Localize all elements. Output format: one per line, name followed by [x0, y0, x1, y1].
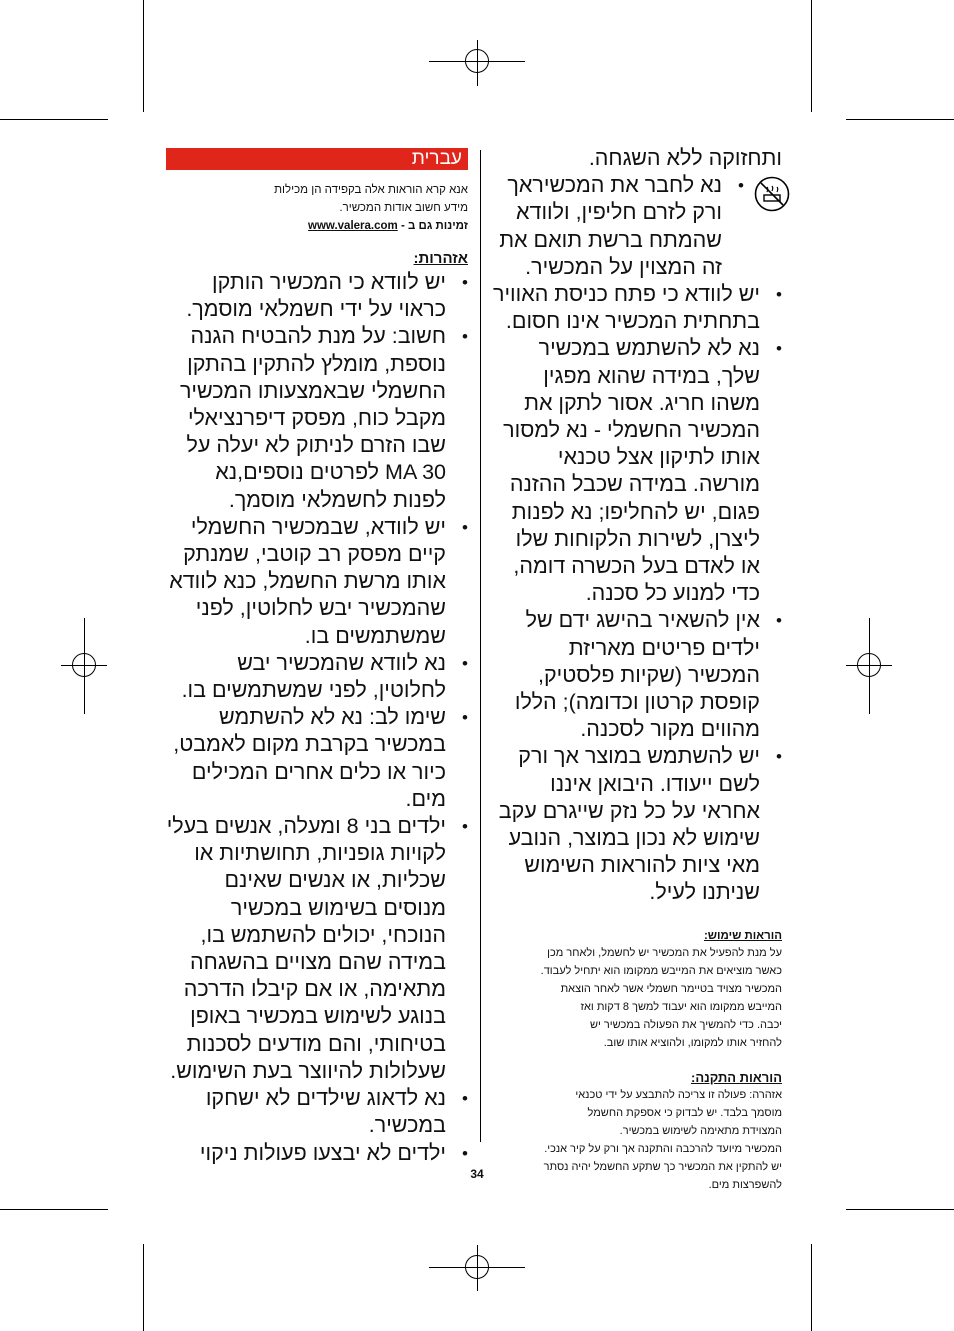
intro-line: מידע חשוב אודות המכשיר.	[339, 202, 468, 214]
warning-item: • יש לוודא, שבמכשיר החשמלי קיים מפסק רב קוטבי, שמנתק אותו מרשת החשמל, כנא לוודא שהמכשיר יבש לחלוטין, לפני שמשתמשים בו.	[166, 514, 468, 650]
installation-line: מוסמך בלבד. יש לבדוק כי אספקת החשמל	[587, 1106, 782, 1119]
intro-text	[166, 181, 468, 235]
usage-heading: הוראות שימוש:	[703, 929, 782, 942]
usage-line: יכבה. כדי להמשיך את הפעולה במכשיר יש	[589, 1018, 782, 1031]
installation-heading: הוראות התקנה:	[690, 1069, 782, 1085]
warnings-list	[166, 269, 468, 1167]
warning-item: • נא לא להשתמש במכשיר שלך, במידה שהוא מפגין משהו חריג. אסור לתקן את המכשיר החשמלי - נא למסור אותו לתיקון אצל טכנאי מורשה. במידה שכבל ההזנה פגום, יש להחליפו; נא לפנות ליצרן, לשירות הלקוחות שלו או לאדם בעל הכשרה דומה, כדי למנוע כל סכנה.	[492, 335, 782, 607]
installation-line: יש להתקין את המכשיר כך שתקע החשמל יהיה נסתר	[543, 1160, 782, 1173]
usage-line: על מנת להפעיל את המכשיר יש לחשמל, ולאחר מכן	[547, 946, 782, 959]
available-label: זמינות גם ב -	[400, 220, 468, 232]
no-water-splash-icon	[754, 176, 790, 212]
warning-item: • יש להשתמש במוצר אך ורק לשם ייעודו. היבואן איננו אחראי על כל נזק שייגרם עקב שימוש לא נכון במוצר, הנובע מאי ציות להוראות השימוש שניתנו לעיל.	[492, 743, 782, 906]
crop-mark	[0, 119, 108, 120]
crop-mark	[846, 119, 954, 120]
crop-mark	[0, 1209, 108, 1210]
registration-mark	[465, 49, 489, 73]
registration-mark	[465, 1255, 489, 1279]
warning-item: • שימו לב: נא לא להשתמש במכשיר בקרבת מקום לאמבט, כיור או כלים אחרים המכילים מים.	[166, 704, 468, 813]
language-banner: עברית	[166, 148, 468, 170]
installation-line: המצוידת מתאימה לשימוש במכשיר.	[619, 1124, 782, 1137]
usage-line: המייבש ממקומו הוא יעבוד למשך 8 דקות ואז	[580, 1000, 782, 1013]
registration-mark	[72, 653, 96, 677]
crop-mark	[811, 1244, 812, 1331]
warnings-continued-list	[492, 145, 782, 907]
warning-item: • חשוב: על מנת להבטיח הגנה נוספת, מומלץ להתקין בהתקן החשמלי שבאמצעותו המכשיר מקבל כוח, מפסק דיפרנציאלי שבו הזרם לניתוק לא יעלה על MA 30 לפרטים נוספים,נא לפנות לחשמלאי מוסמך.	[166, 323, 468, 513]
warning-item: • יש לוודא כי פתח כניסת האוויר בתחתית המכשיר אינו חסום.	[492, 281, 782, 335]
left-column	[166, 148, 468, 1167]
registration-mark	[857, 653, 881, 677]
continuation-line: ותחזוקה ללא השגחה.	[588, 146, 782, 170]
installation-line: להשפרצות מים.	[708, 1178, 782, 1191]
warning-item: • ילדים לא יבצעו פעולות ניקוי	[166, 1140, 468, 1167]
usage-text	[492, 944, 782, 1052]
usage-line: כאשר מוציאים את המייבש ממקומו הוא יתחיל לעבוד.	[540, 964, 782, 977]
warning-item-with-icon	[492, 172, 782, 281]
warning-item-text: נא לחבר את המכשיראך ורק לזרם חליפין, ולוודא שהמתח ברשת תואם את זה המצוין על המכשיר.	[499, 173, 722, 279]
crop-mark	[846, 1209, 954, 1210]
installation-text	[492, 1086, 782, 1194]
intro-line: אנא קרא הוראות אלה בקפידה הן מכילות	[274, 184, 468, 196]
installation-line: המכשיר מיועד להרכבה והתקנה אך ורק על קיר אנכי.	[544, 1142, 782, 1155]
column-divider	[480, 150, 481, 1142]
page-number: 34	[470, 1167, 484, 1181]
warnings-heading: אזהרות:	[413, 250, 468, 267]
warning-item: • נא לדאוג שילדים לא ישחקו במכשיר.	[166, 1085, 468, 1139]
website-link[interactable]: www.valera.com	[308, 220, 398, 232]
warning-item: • אין להשאיר בהישג ידם של ילדים פריטים מאריזת המכשיר (שקיות פלסטיק, קופסת קרטון וכדומה); הללו מהווים מקור לסכנה.	[492, 607, 782, 743]
usage-line: להחזיר אותו למקומו, ולהוציא אותו שוב.	[603, 1036, 782, 1049]
website-line	[166, 217, 468, 235]
crop-mark	[143, 0, 144, 112]
installation-line: אזהרה: פעולה זו צריכה להתבצע על ידי טכנאי	[575, 1088, 782, 1101]
warning-item: • ילדים בני 8 ומעלה, אנשים בעלי לקויות גופניות, תחושתיות או שכליות, או אנשים שאינם מנוסים בשימוש במכשיר הנוכחי, יכולים להשתמש בו, במידה שהם מצויים בהשגחה מתאימה, או אם קיבלו הדרכה בנוגע לשימוש במכשיר באופן בטיחותי, והם מודעים לסכנות שעלולות להיווצר בעת השימוש.	[166, 813, 468, 1085]
right-column	[492, 145, 782, 1194]
usage-line: המכשיר מצויד בטיימר חשמלי אשר לאחר הוצאת	[560, 982, 782, 995]
crop-mark	[811, 0, 812, 112]
warning-item: • יש לוודא כי המכשיר הותקן כראוי על ידי חשמלאי מוסמך.	[166, 269, 468, 323]
warning-item: • נא לוודא שהמכשיר יבש לחלוטין, לפני שמשתמשים בו.	[166, 650, 468, 704]
crop-mark	[143, 1244, 144, 1331]
